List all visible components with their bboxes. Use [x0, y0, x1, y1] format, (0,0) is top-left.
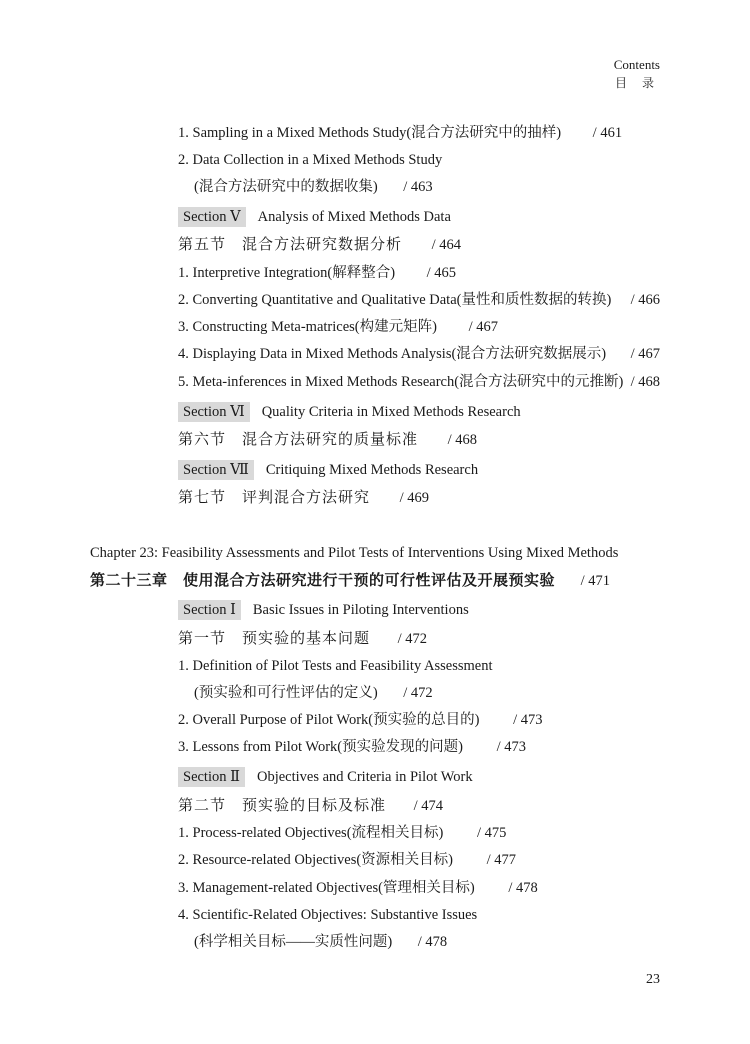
- toc-entry-text: 2. Overall Purpose of Pilot Work(预实验的总目的): [178, 712, 480, 728]
- section-title: Quality Criteria in Mixed Methods Research: [261, 404, 521, 420]
- chapter-title-chinese: 第二十三章 使用混合方法研究进行干预的可行性评估及开展预实验: [90, 571, 556, 589]
- section-label: Section Ⅱ: [178, 767, 245, 787]
- toc-entry-text: 1. Sampling in a Mixed Methods Study(混合方法研究中的抽样): [178, 125, 562, 141]
- section-title-zh: 第五节 混合方法研究数据分析: [178, 237, 403, 253]
- toc-entry-text: 1. Process-related Objectives(流程相关目标): [178, 825, 444, 841]
- toc-entry-text: 4. Scientific-Related Objectives: Substantive Issues: [178, 907, 478, 923]
- toc-page-number: / 473: [513, 712, 543, 728]
- toc-page-number: / 472: [403, 685, 433, 701]
- section-heading-zh[interactable]: [178, 486, 429, 510]
- toc-page-number: / 468: [447, 432, 478, 448]
- toc-entry-text: 3. Constructing Meta-matrices(构建元矩阵): [178, 319, 437, 335]
- toc-entry-text: 4. Displaying Data in Mixed Methods Analysis(混合方法研究数据展示): [178, 346, 607, 362]
- section-heading-zh[interactable]: [178, 428, 477, 452]
- toc-page-number: / 463: [403, 179, 433, 195]
- section-heading[interactable]: [178, 767, 473, 787]
- toc-entry[interactable]: [178, 876, 538, 900]
- toc-entry-continuation[interactable]: [194, 930, 447, 954]
- toc-entry-text: 2. Resource-related Objectives(资源相关目标): [178, 852, 454, 868]
- toc-entry[interactable]: [178, 370, 660, 394]
- toc-page-number: / 469: [399, 490, 430, 506]
- section-title-zh: 第一节 预实验的基本问题: [178, 631, 371, 647]
- toc-page-number: / 478: [508, 880, 538, 896]
- section-title: Objectives and Criteria in Pilot Work: [256, 769, 473, 785]
- section-title: Critiquing Mixed Methods Research: [265, 462, 479, 478]
- page-number: 23: [646, 972, 660, 987]
- toc-entry-text: (混合方法研究中的数据收集): [194, 179, 378, 195]
- toc-entry[interactable]: [178, 708, 542, 732]
- toc-entry[interactable]: [178, 261, 456, 285]
- section-title-zh: 第六节 混合方法研究的质量标准: [178, 432, 419, 448]
- chapter-heading-chinese[interactable]: [90, 568, 610, 593]
- section-label: Section Ⅶ: [178, 460, 254, 480]
- toc-page-number: / 461: [592, 125, 623, 141]
- chapter-title-english: Chapter 23: Feasibility Assessments and Pilot Tests of Interventions Using Mixed Methods: [90, 545, 619, 561]
- section-heading-zh[interactable]: [178, 627, 427, 651]
- toc-entry[interactable]: [178, 315, 498, 339]
- toc-entry-text: 2. Converting Quantitative and Qualitative Data(量性和质性数据的转换): [178, 292, 612, 308]
- toc-page-number: / 468: [630, 374, 660, 390]
- toc-page-number: / 475: [477, 825, 507, 841]
- toc-entry-continuation[interactable]: [194, 681, 433, 705]
- toc-entry-text: 3. Management-related Objectives(管理相关目标): [178, 880, 475, 896]
- toc-entry[interactable]: [178, 148, 442, 172]
- toc-entry-text: 2. Data Collection in a Mixed Methods Study: [178, 152, 443, 168]
- toc-entry[interactable]: [178, 342, 660, 366]
- section-label: Section Ⅵ: [178, 402, 250, 422]
- toc-entry-text: (科学相关目标——实质性问题): [194, 934, 393, 950]
- toc-page-number: / 474: [413, 798, 444, 814]
- toc-entry[interactable]: [178, 121, 622, 145]
- toc-page-number: / 464: [431, 237, 462, 253]
- toc-entry-continuation[interactable]: [194, 175, 433, 199]
- running-header-chinese: 目 录: [614, 76, 660, 90]
- toc-entry[interactable]: [178, 288, 660, 312]
- section-title-zh: 第二节 预实验的目标及标准: [178, 798, 387, 814]
- toc-entry[interactable]: [178, 821, 506, 845]
- section-heading-zh[interactable]: [178, 794, 443, 818]
- toc-page-number: / 471: [580, 573, 611, 589]
- toc-entry-text: 1. Definition of Pilot Tests and Feasibility Assessment: [178, 658, 493, 674]
- toc-page-number: / 466: [630, 292, 660, 308]
- section-title: Analysis of Mixed Methods Data: [257, 209, 451, 225]
- toc-entry-text: 5. Meta-inferences in Mixed Methods Research(混合方法研究中的元推断): [178, 374, 624, 390]
- toc-entry-text: 1. Interpretive Integration(解释整合): [178, 265, 396, 281]
- section-title: Basic Issues in Piloting Interventions: [252, 602, 469, 618]
- section-heading[interactable]: [178, 402, 521, 422]
- toc-page-number: / 472: [397, 631, 428, 647]
- toc-page-number: / 467: [630, 346, 660, 362]
- section-heading[interactable]: [178, 460, 478, 480]
- toc-entry-text: (预实验和可行性评估的定义): [194, 685, 378, 701]
- toc-entry[interactable]: [178, 654, 493, 678]
- toc-entry[interactable]: [178, 735, 526, 759]
- chapter-heading-english[interactable]: [90, 541, 618, 565]
- toc-page-number: / 477: [486, 852, 517, 868]
- toc-entry[interactable]: [178, 848, 516, 872]
- toc-page-number: / 473: [496, 739, 526, 755]
- section-label: Section Ⅰ: [178, 600, 241, 620]
- toc-entry-text: 3. Lessons from Pilot Work(预实验发现的问题): [178, 739, 463, 755]
- toc-page-number: / 478: [417, 934, 448, 950]
- toc-entry[interactable]: [178, 903, 477, 927]
- section-heading[interactable]: [178, 600, 469, 620]
- toc-page-number: / 467: [468, 319, 498, 335]
- running-header-english: Contents: [613, 57, 660, 72]
- section-heading-zh[interactable]: [178, 233, 461, 257]
- section-title-zh: 第七节 评判混合方法研究: [178, 490, 371, 506]
- section-heading[interactable]: [178, 207, 451, 227]
- section-label: Section Ⅴ: [178, 207, 246, 227]
- toc-page-number: / 465: [426, 265, 457, 281]
